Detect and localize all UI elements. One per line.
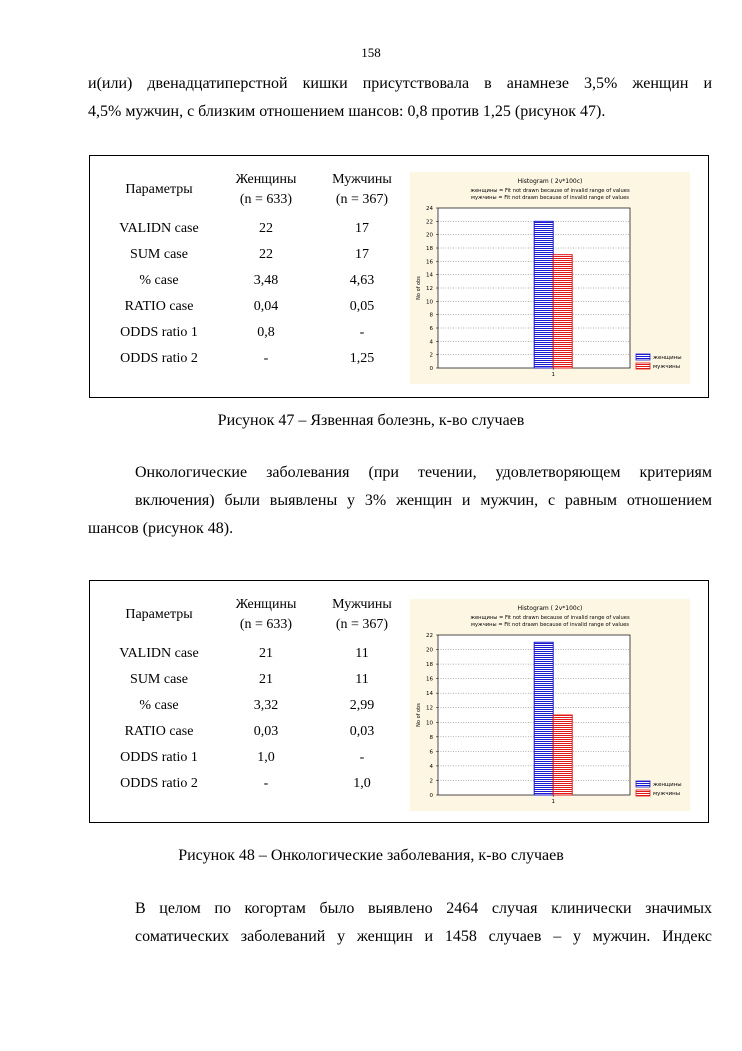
table-row: [100, 242, 410, 268]
y-tick-label: 10: [426, 720, 433, 727]
legend-swatch: [636, 363, 650, 369]
paragraph-3-line-2: соматических заболеваний у женщин и 1458 случаев – у мужчин. Индекс: [135, 928, 712, 945]
figure-47-box: [89, 155, 709, 398]
women-value: 0,04: [253, 299, 279, 314]
col-header-men-n: (n = 367): [335, 192, 389, 207]
chart-subtitle: мужчины = Fit not drawn because of invalid range of values: [471, 622, 629, 628]
histogram-48: [410, 599, 690, 811]
legend-label: женщины: [653, 782, 682, 788]
women-value: -: [263, 776, 269, 791]
x-tick-label: 1: [551, 372, 555, 378]
men-value: 1,25: [349, 351, 375, 366]
paragraph-3-line-1: В целом по когортам было выявлено 2464 случая клинически значимых: [135, 900, 712, 917]
y-tick-label: 22: [426, 633, 433, 639]
paragraph-1: [88, 70, 712, 126]
y-tick-label: 24: [426, 206, 433, 212]
chart-subtitle: мужчины = Fit not drawn because of invalid range of values: [471, 195, 629, 201]
men-value: -: [359, 750, 365, 765]
table-row: [100, 693, 410, 719]
table-row: [100, 745, 410, 771]
histogram-47: [410, 172, 690, 384]
paragraph-3: [88, 895, 712, 951]
row-label: VALIDN case: [119, 646, 199, 661]
y-tick-label: 8: [429, 734, 433, 741]
table-row: [100, 667, 410, 693]
figure-48-box: [89, 580, 709, 823]
col-header-parameters: Параметры: [125, 182, 193, 197]
paragraph-2-line-3: шансов (рисунок 48).: [88, 520, 234, 537]
chart-title: Histogram ( 2v*100c): [517, 605, 583, 612]
table-row: [100, 346, 410, 372]
table-row: [100, 641, 410, 667]
chart-47-panel: [410, 172, 690, 384]
men-value: 2,99: [349, 698, 375, 713]
table-header-row: [100, 595, 410, 641]
y-tick-label: 16: [426, 259, 433, 266]
women-value: 0,8: [257, 325, 275, 340]
col-header-women-label: Женщины: [235, 172, 297, 187]
row-label: RATIO case: [124, 724, 194, 739]
col-header-parameters: Параметры: [125, 607, 193, 622]
y-axis-label: No of obs: [416, 276, 422, 300]
row-label: SUM case: [130, 672, 188, 687]
bar-мужчины: [553, 255, 572, 368]
y-tick-label: 22: [426, 219, 433, 226]
y-tick-label: 12: [426, 286, 433, 292]
figure-47-caption: Рисунок 47 – Язвенная болезнь, к-во случаев: [217, 412, 525, 429]
women-value: -: [263, 351, 269, 366]
row-label: VALIDN case: [119, 221, 199, 236]
legend-swatch: [636, 781, 650, 787]
paragraph-2-line-1: Онкологические заболевания (при течении, удовлетворяющем критериям: [135, 464, 712, 481]
y-tick-label: 0: [429, 793, 433, 799]
col-header-women: [218, 595, 314, 641]
chart-subtitle: женщины = Fit not drawn because of invalid range of values: [470, 188, 630, 194]
figure-47-table: [100, 170, 410, 372]
col-header-men-label: Мужчины: [332, 172, 392, 187]
figure-48-caption: Рисунок 48 – Онкологические заболевания, к-во случаев: [178, 847, 564, 864]
women-value: 1,0: [257, 750, 275, 765]
legend-label: мужчины: [653, 791, 681, 797]
row-label: ODDS ratio 2: [120, 351, 198, 366]
legend-label: мужчины: [653, 364, 681, 370]
table-row: [100, 268, 410, 294]
col-header-men: [314, 595, 410, 641]
men-value: 17: [355, 247, 369, 262]
col-header-men-label: Мужчины: [332, 597, 392, 612]
col-header-women-label: Женщины: [235, 597, 297, 612]
paragraph-2: [88, 459, 712, 543]
row-label: ODDS ratio 2: [120, 776, 198, 791]
paragraph-1-line-1: и(или) двенадцатиперстной кишки присутствовала в анамнезе 3,5% женщин и: [88, 75, 712, 92]
women-value: 21: [259, 646, 273, 661]
chart-48-panel: [410, 599, 690, 811]
y-tick-label: 12: [426, 705, 433, 712]
y-tick-label: 2: [429, 778, 433, 785]
y-tick-label: 8: [429, 312, 433, 319]
row-label: % case: [139, 273, 179, 288]
bar-женщины: [534, 642, 553, 795]
men-value: 1,0: [353, 776, 371, 791]
y-tick-label: 6: [429, 326, 433, 332]
chart-subtitle: женщины = Fit not drawn because of invalid range of values: [470, 615, 630, 621]
y-tick-label: 2: [429, 352, 433, 359]
y-tick-label: 10: [426, 299, 433, 306]
table-header-row: [100, 170, 410, 216]
row-label: % case: [139, 698, 179, 713]
figure-48-table: [100, 595, 410, 797]
men-value: 0,03: [349, 724, 375, 739]
y-tick-label: 4: [429, 763, 433, 770]
men-value: 17: [355, 221, 369, 236]
col-header-men-n: (n = 367): [335, 617, 389, 632]
legend-swatch: [636, 354, 650, 360]
y-tick-label: 0: [429, 366, 433, 372]
bar-мужчины: [553, 715, 572, 795]
col-header-women: [218, 170, 314, 216]
row-label: RATIO case: [124, 299, 194, 314]
row-label: SUM case: [130, 247, 188, 262]
table-row: [100, 771, 410, 797]
men-value: 11: [355, 646, 369, 661]
men-value: 0,05: [349, 299, 375, 314]
row-label: ODDS ratio 1: [120, 750, 198, 765]
men-value: 4,63: [349, 273, 375, 288]
women-value: 22: [259, 221, 273, 236]
chart-title: Histogram ( 2v*100c): [517, 178, 583, 185]
row-label: ODDS ratio 1: [120, 325, 198, 340]
women-value: 0,03: [253, 724, 279, 739]
page-number: 158: [361, 45, 381, 60]
y-tick-label: 20: [426, 647, 433, 654]
bar-женщины: [534, 221, 553, 368]
table-row: [100, 719, 410, 745]
legend-label: женщины: [653, 355, 682, 361]
y-tick-label: 4: [429, 339, 433, 346]
table-row: [100, 216, 410, 242]
table-row: [100, 320, 410, 346]
men-value: -: [359, 325, 365, 340]
y-tick-label: 18: [426, 246, 433, 252]
y-tick-label: 16: [426, 676, 433, 683]
col-header-men: [314, 170, 410, 216]
women-value: 3,32: [253, 698, 279, 713]
y-tick-label: 14: [426, 272, 433, 279]
women-value: 21: [259, 672, 273, 687]
paragraph-2-line-2: включения) были выявлены у 3% женщин и мужчин, с равным отношением: [135, 492, 712, 509]
legend-swatch: [636, 790, 650, 796]
paragraph-1-line-2: 4,5% мужчин, с близким отношением шансов: 0,8 против 1,25 (рисунок 47).: [88, 103, 606, 120]
men-value: 11: [355, 672, 369, 687]
y-tick-label: 6: [429, 749, 433, 756]
y-tick-label: 14: [426, 691, 433, 698]
col-header-women-n: (n = 633): [239, 192, 293, 207]
y-axis-label: No of obs: [416, 703, 422, 727]
x-tick-label: 1: [551, 799, 555, 805]
women-value: 3,48: [253, 273, 279, 288]
y-tick-label: 18: [426, 662, 433, 669]
table-row: [100, 294, 410, 320]
y-tick-label: 20: [426, 232, 433, 239]
col-header-women-n: (n = 633): [239, 617, 293, 632]
women-value: 22: [259, 247, 273, 262]
